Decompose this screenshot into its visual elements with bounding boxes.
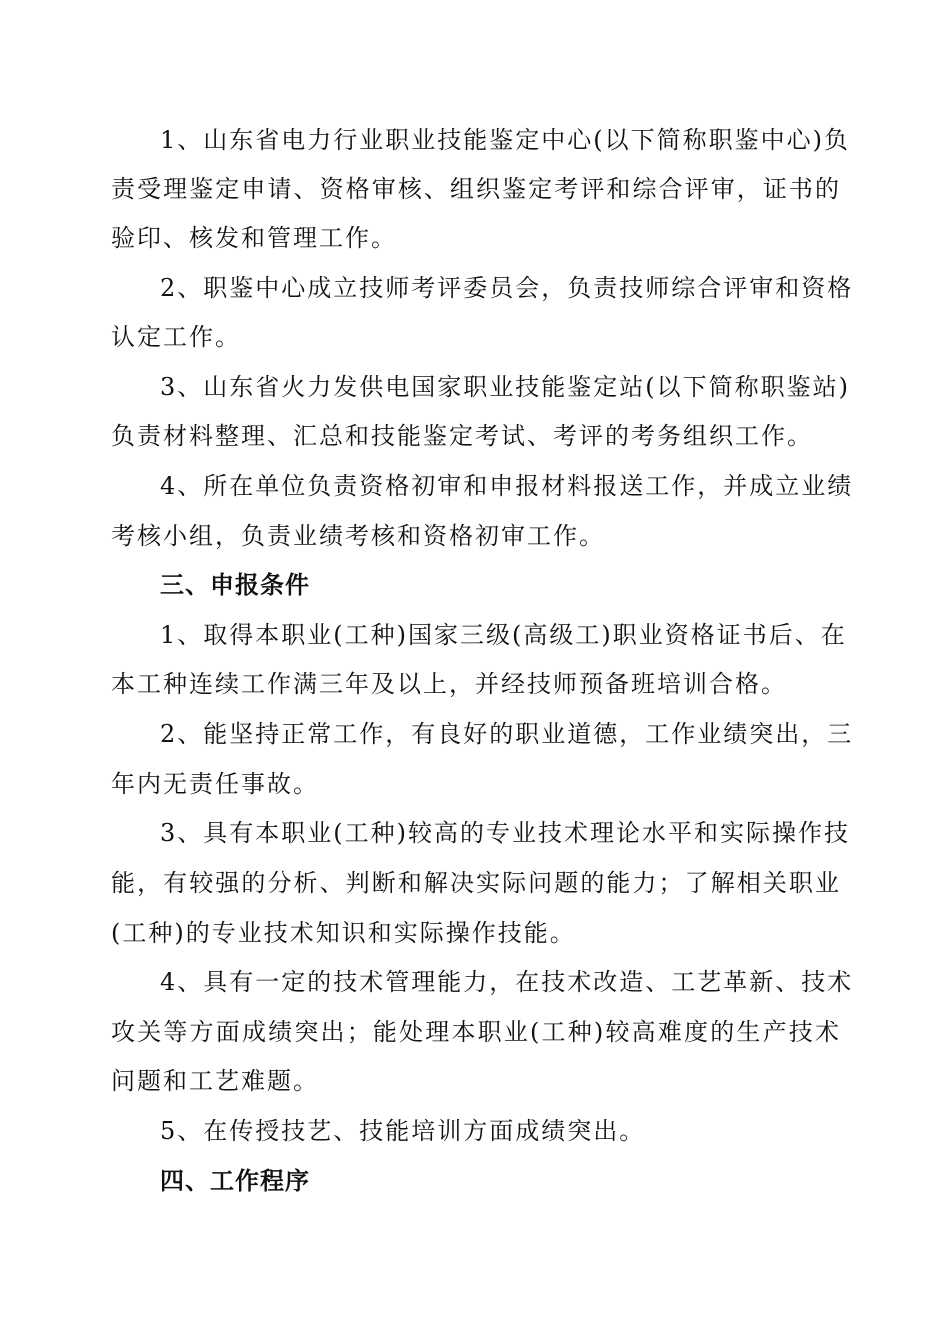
paragraph-line: 5、在传授技艺、技能培训方面成绩突出。 bbox=[160, 1117, 646, 1145]
paragraph-line: 2、职鉴中心成立技师考评委员会，负责技师综合评审和资格 bbox=[160, 274, 854, 302]
paragraph-line: 责受理鉴定申请、资格审核、组织鉴定考评和综合评审，证书的 bbox=[111, 175, 841, 203]
paragraph-line: 4、所在单位负责资格初审和申报材料报送工作，并成立业绩 bbox=[160, 472, 854, 500]
paragraph-line: 验印、核发和管理工作。 bbox=[111, 224, 397, 252]
paragraph-line: 1、取得本职业(工种)国家三级(高级工)职业资格证书后、在 bbox=[160, 621, 847, 649]
paragraph-line: 1、山东省电力行业职业技能鉴定中心(以下简称职鉴中心)负 bbox=[160, 126, 850, 154]
paragraph-line: 考核小组，负责业绩考核和资格初审工作。 bbox=[111, 522, 605, 550]
paragraph-line: 3、具有本职业(工种)较高的专业技术理论水平和实际操作技 bbox=[160, 819, 850, 847]
paragraph-line: 能，有较强的分析、判断和解决实际问题的能力；了解相关职业 bbox=[111, 869, 841, 897]
paragraph-line: 问题和工艺难题。 bbox=[111, 1067, 319, 1095]
paragraph-line: 年内无责任事故。 bbox=[111, 770, 319, 798]
paragraph-line: 负责材料整理、汇总和技能鉴定考试、考评的考务组织工作。 bbox=[111, 422, 813, 450]
paragraph-line: 本工种连续工作满三年及以上，并经技师预备班培训合格。 bbox=[111, 670, 787, 698]
paragraph-line: 认定工作。 bbox=[111, 323, 241, 351]
paragraph-line: 4、具有一定的技术管理能力，在技术改造、工艺革新、技术 bbox=[160, 968, 854, 996]
paragraph-line: 2、能坚持正常工作，有良好的职业道德，工作业绩突出，三 bbox=[160, 720, 854, 748]
section-heading: 四、工作程序 bbox=[160, 1167, 310, 1195]
paragraph-line: (工种)的专业技术知识和实际操作技能。 bbox=[111, 919, 576, 947]
paragraph-line: 3、山东省火力发供电国家职业技能鉴定站(以下简称职鉴站) bbox=[160, 373, 850, 401]
paragraph-line: 攻关等方面成绩突出；能处理本职业(工种)较高难度的生产技术 bbox=[111, 1018, 841, 1046]
section-heading: 三、申报条件 bbox=[160, 571, 310, 599]
